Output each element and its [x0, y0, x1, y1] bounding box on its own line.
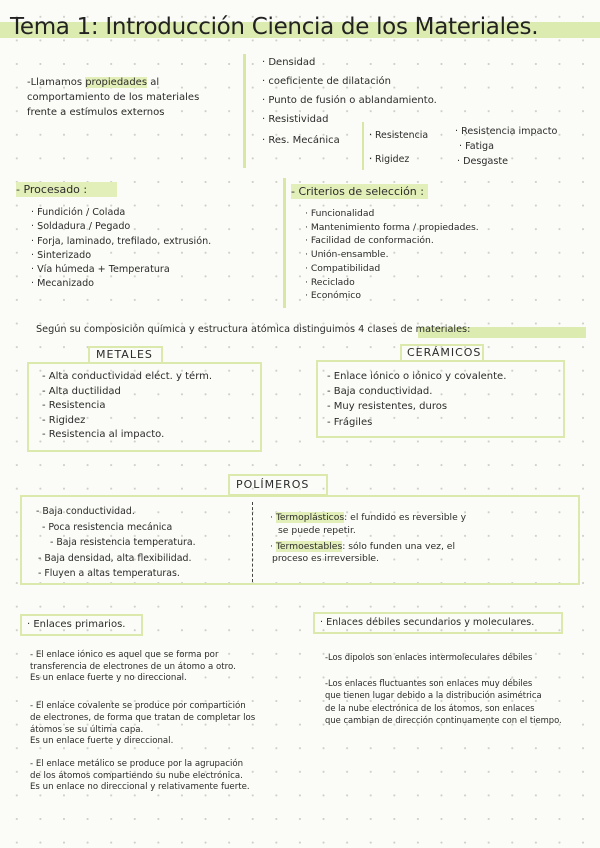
thermoset-line2: proceso es irreversible.	[272, 553, 379, 565]
processing-item: · Sinterizado	[31, 249, 92, 261]
mechanical-sub2	[455, 124, 557, 169]
metals-item: - Alta ductilidad	[42, 385, 121, 397]
criteria-item: · Económico	[305, 290, 361, 302]
page-title: Tema 1: Introducción Ciencia de los Materiales.	[10, 14, 539, 40]
intro-highlight: propiedades	[85, 77, 148, 88]
dipole-paragraph: -Los dipolos son enlaces intermoleculares débiles	[325, 652, 533, 662]
properties-divider	[243, 54, 246, 168]
mech-rigidity: · Rigidez	[369, 154, 410, 165]
criteria-item: · Funcionalidad	[305, 208, 375, 219]
criteria-heading: - Criterios de selección :	[291, 185, 428, 199]
metals-item: - Resistencia al impacto.	[42, 429, 165, 440]
polymers-left-list	[36, 504, 196, 582]
ceramics-item: - Frágiles	[327, 417, 373, 429]
mechanical-sub1	[369, 124, 428, 172]
properties-list	[262, 53, 437, 129]
covalent-bond-paragraph: - El enlace covalente se produce por compartición de electrones, de forma que tratan de completar los átomos se su última capa. Es un enlace fuerte y direccional.	[30, 701, 256, 747]
metals-list	[42, 370, 212, 443]
polymers-item: - Baja conductividad.	[36, 506, 135, 517]
polymers-item: - Poca resistencia mecánica	[42, 521, 173, 533]
polymers-right	[270, 512, 466, 566]
secondary-heading: · Enlaces débiles secundarios y moleculares.	[320, 617, 535, 628]
processing-list	[31, 206, 211, 292]
thermoset-term: Termoestables	[275, 540, 343, 552]
processing-item: · Mecanizado	[31, 278, 95, 290]
property-density: · Densidad	[262, 57, 316, 68]
metals-item: - Alta conductividad eléct. y térm.	[42, 371, 213, 382]
intro-prefix: -Llamamos	[27, 77, 86, 88]
intro-line2: comportamiento de los materiales	[27, 92, 200, 103]
criteria-list	[305, 207, 479, 303]
criteria-item: · Reciclado	[305, 276, 355, 288]
polymers-item: - Baja densidad, alta flexibilidad.	[38, 552, 192, 564]
polymers-item: - Baja resistencia temperatura.	[50, 537, 196, 549]
polymers-item: - Fluyen a altas temperaturas.	[38, 568, 180, 580]
processing-item: · Fundición / Colada	[31, 207, 126, 218]
ceramics-item: - Enlace iónico o iónico y covalente.	[327, 371, 507, 382]
criteria-item: · Facilidad de conformación.	[305, 235, 434, 247]
classification-sentence: Según su composición química y estructura atómica distinguimos 4 clases de materiales:	[36, 324, 471, 335]
property-mechanical: · Res. Mecánica	[262, 135, 340, 146]
criteria-item: · Mantenimiento forma / propiedades.	[305, 221, 479, 233]
metals-item: - Resistencia	[42, 400, 106, 411]
mech-wear: · Desgaste	[457, 156, 509, 167]
primary-heading: · Enlaces primarios.	[27, 619, 126, 630]
criteria-item: · Unión-ensamble.	[305, 249, 389, 261]
criteria-item: · Compatibilidad	[305, 262, 381, 274]
ceramics-item: - Muy resistentes, duros	[327, 400, 448, 412]
processing-item: · Soldadura / Pegado	[31, 221, 131, 233]
secondary-bonds-text	[325, 651, 562, 727]
metals-label: METALES	[96, 348, 153, 361]
fluctuating-paragraph: -Los enlaces fluctuantes son enlaces muy débiles que tienen lugar debido a la distribución asimétrica de la nube electrónica de los átomos, son enlaces que cambian de dirección continuamente con el tiempo.	[325, 677, 562, 726]
property-dilatation: · coeficiente de dilatación	[262, 76, 391, 87]
primary-bonds-text	[30, 650, 255, 794]
ceramics-list	[327, 370, 506, 431]
mech-fatigue: · Fatiga	[459, 141, 495, 152]
metallic-bond-paragraph: - El enlace metálico se produce por la agrupación de los átomos compartiendo su nube electrónica. Es un enlace no direccional y relativamente fuerte.	[30, 758, 250, 793]
thermoplastic-term: Termoplásticos	[275, 512, 345, 523]
intro-line3: frente a estímulos externos	[27, 107, 165, 118]
thermoplastic-line: · Termoplásticos: el fundido es reversible y	[270, 512, 467, 523]
criteria-divider	[283, 178, 286, 308]
ceramics-item: - Baja conductividad.	[327, 385, 433, 397]
intro-definition	[27, 75, 199, 120]
property-melting: · Punto de fusión o ablandamiento.	[262, 95, 437, 106]
processing-item: · Vía húmeda + Temperatura	[31, 264, 170, 276]
property-resistivity: · Resistividad	[262, 114, 329, 125]
polymers-dash-divider	[252, 502, 253, 582]
thermoplastic-line2: se puede repetir.	[278, 524, 356, 536]
processing-item: · Forja, laminado, trefilado, extrusión.	[31, 235, 212, 247]
intro-suffix: al	[147, 77, 160, 88]
thermoset-line: · Termoestables: sólo funden una vez, el	[270, 540, 456, 552]
mechanical-divider	[362, 122, 364, 170]
mech-impact: · Resistencia impacto	[455, 126, 558, 137]
polymers-label: POLÍMEROS	[236, 478, 310, 491]
ceramics-label: CERÁMICOS	[407, 346, 482, 359]
metals-item: - Rigidez	[42, 414, 86, 426]
mech-resistance: · Resistencia	[369, 130, 429, 141]
ionic-bond-paragraph: - El enlace iónico es aquel que se forma por transferencia de electrones de un átomo a otro. Es un enlace fuerte y no direccional.	[30, 650, 236, 684]
processing-heading: - Procesado :	[16, 183, 117, 197]
